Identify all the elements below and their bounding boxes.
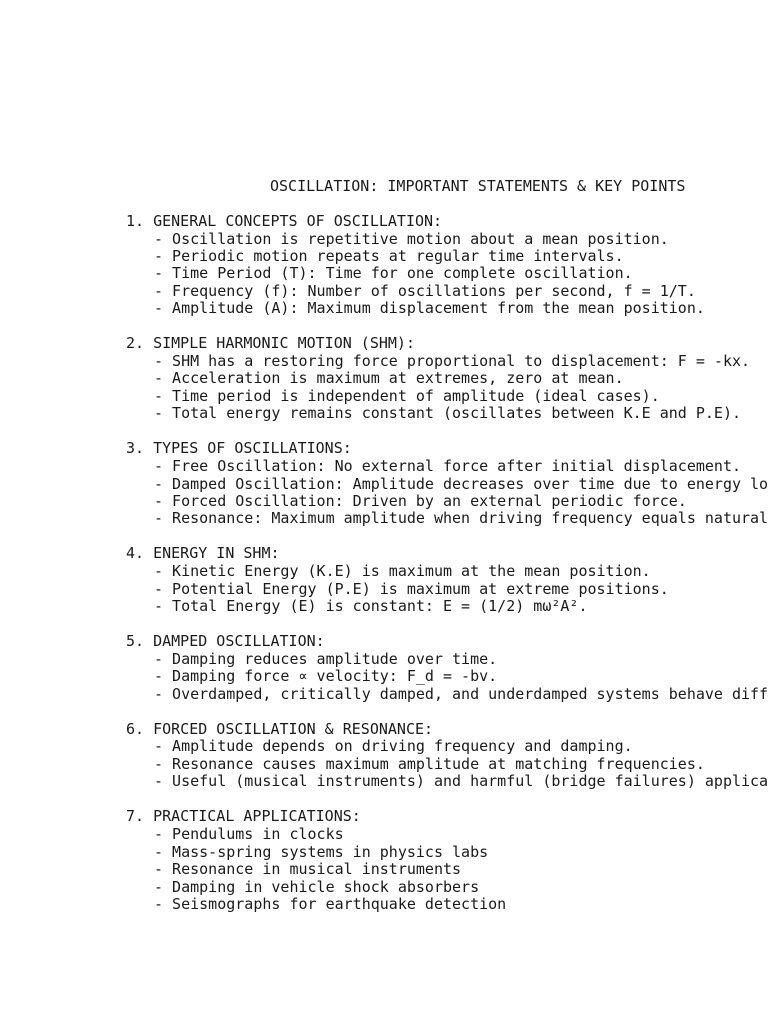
list-item: - Useful (musical instruments) and harmful (bridge failures) applica bbox=[154, 772, 768, 790]
list-item: - Frequency (f): Number of oscillations per second, f = 1/T. bbox=[154, 282, 696, 300]
list-item: - SHM has a restoring force proportional to displacement: F = -kx. bbox=[154, 352, 751, 370]
list-item: - Pendulums in clocks bbox=[154, 825, 344, 843]
list-item: - Potential Energy (P.E) is maximum at extreme positions. bbox=[154, 580, 669, 598]
section-heading: 4. ENERGY IN SHM: bbox=[126, 544, 280, 562]
list-item: - Damping force ∝ velocity: F_d = -bv. bbox=[154, 667, 498, 685]
list-item: - Free Oscillation: No external force after initial displacement. bbox=[154, 457, 741, 475]
list-item: - Amplitude (A): Maximum displacement from the mean position. bbox=[154, 299, 705, 317]
list-item: - Resonance in musical instruments bbox=[154, 860, 462, 878]
list-item: - Total Energy (E) is constant: E = (1/2) mω²A². bbox=[154, 597, 588, 615]
list-item: - Acceleration is maximum at extremes, zero at mean. bbox=[154, 369, 624, 387]
section-heading: 2. SIMPLE HARMONIC MOTION (SHM): bbox=[126, 334, 415, 352]
section-heading: 1. GENERAL CONCEPTS OF OSCILLATION: bbox=[126, 212, 443, 230]
list-item: - Amplitude depends on driving frequency and damping. bbox=[154, 737, 633, 755]
list-item: - Kinetic Energy (K.E) is maximum at the mean position. bbox=[154, 562, 651, 580]
list-item: - Damped Oscillation: Amplitude decreases over time due to energy lo bbox=[154, 475, 768, 493]
list-item: - Time Period (T): Time for one complete oscillation. bbox=[154, 264, 633, 282]
list-item: - Damping in vehicle shock absorbers bbox=[154, 878, 480, 896]
list-item: - Damping reduces amplitude over time. bbox=[154, 650, 498, 668]
list-item: - Time period is independent of amplitude (ideal cases). bbox=[154, 387, 660, 405]
list-item: - Periodic motion repeats at regular time intervals. bbox=[154, 247, 624, 265]
page-title: OSCILLATION: IMPORTANT STATEMENTS & KEY POINTS bbox=[270, 177, 686, 195]
list-item: - Resonance: Maximum amplitude when driving frequency equals natural bbox=[154, 509, 768, 527]
list-item: - Forced Oscillation: Driven by an external periodic force. bbox=[154, 492, 687, 510]
section-heading: 6. FORCED OSCILLATION & RESONANCE: bbox=[126, 720, 434, 738]
section-heading: 7. PRACTICAL APPLICATIONS: bbox=[126, 807, 361, 825]
list-item: - Resonance causes maximum amplitude at matching frequencies. bbox=[154, 755, 705, 773]
list-item: - Total energy remains constant (oscillates between K.E and P.E). bbox=[154, 404, 741, 422]
list-item: - Oscillation is repetitive motion about a mean position. bbox=[154, 230, 669, 248]
list-item: - Mass-spring systems in physics labs bbox=[154, 843, 489, 861]
list-item: - Seismographs for earthquake detection bbox=[154, 895, 507, 913]
list-item: - Overdamped, critically damped, and underdamped systems behave diff bbox=[154, 685, 768, 703]
section-heading: 5. DAMPED OSCILLATION: bbox=[126, 632, 325, 650]
section-heading: 3. TYPES OF OSCILLATIONS: bbox=[126, 439, 352, 457]
